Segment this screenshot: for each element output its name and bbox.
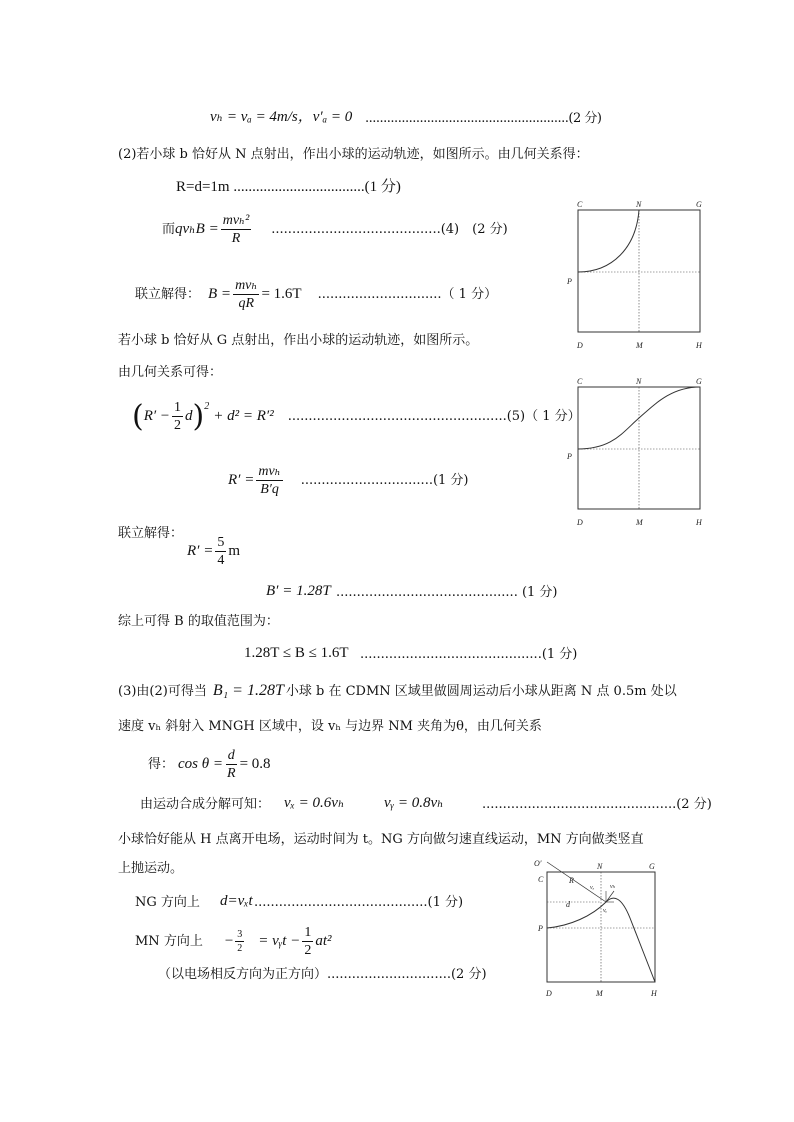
fig3-label-m: M: [596, 989, 603, 998]
fig3-field-trajectory: [606, 898, 655, 982]
eq5-d: d: [185, 408, 193, 425]
eq-b-fraction: [233, 278, 259, 312]
fig3-label-h: H: [651, 989, 657, 998]
fig3-label-vx: vₓ: [590, 885, 595, 891]
eq5-half: [172, 400, 183, 434]
direction-note: （以电场相反方向为正方向）..............................(2 分): [158, 967, 487, 982]
score-dots-1: ........................................................(2 分): [365, 111, 602, 126]
eq-b-solution: [135, 278, 497, 312]
fig2-label-c: C: [577, 377, 583, 386]
eq-b-rhs: = 1.6T: [261, 286, 302, 303]
fig1-label-h: H: [696, 341, 702, 350]
fig1-label-d: D: [577, 341, 583, 350]
figure-n-exit: [562, 198, 712, 353]
eq5-square: 2: [204, 401, 210, 412]
fig2-label-d: D: [577, 518, 583, 527]
eq-cos-rhs: = 0.8: [239, 756, 271, 773]
part3-suffix: 小球 b 在 CDMN 区域里做圆周运动后小球从距离 N 点 0.5m 处以: [285, 683, 677, 699]
eq-cos-num: d: [226, 748, 237, 765]
fig3-label-n: N: [597, 862, 603, 871]
eq-b-dots: ..............................（ 1 分）: [317, 287, 498, 303]
eq-mn-direction: [135, 925, 332, 959]
motion-type-desc: 上抛运动。: [118, 861, 184, 876]
part3-intro: [118, 683, 677, 699]
eq5-rhs: + d² = R′²: [213, 408, 274, 425]
fig3-label-c: C: [538, 875, 544, 884]
mn-half: [302, 925, 313, 959]
eq-rp-sol-prefix: 联立解得：: [118, 526, 184, 541]
fig2-label-h: H: [696, 518, 702, 527]
eq-lorentz-numerator: mvₕ²: [221, 213, 252, 230]
left-paren: (: [132, 398, 144, 434]
eq-b-range: 1.28T ≤ B ≤ 1.6T: [244, 645, 349, 661]
eq-r-equals-d: R=d=1m ...................................(1 分): [176, 179, 401, 195]
mn-neg: −: [224, 933, 234, 950]
eq5-half-den: 2: [174, 418, 182, 434]
mn-frac-num: 3: [237, 929, 243, 941]
fig1-label-c: C: [577, 200, 583, 209]
fig3-label-vb: vₕ: [610, 884, 616, 890]
eq-rp-lhs: R′ =: [228, 472, 255, 489]
fig2-label-m: M: [636, 518, 643, 527]
eq-rp-numerator: mvₕ: [256, 464, 282, 481]
mn-frac: [235, 929, 244, 954]
eq-cos-prefix: 得：: [148, 757, 175, 773]
eq-rp-denominator: B′q: [260, 482, 279, 498]
eq-lorentz-denominator: R: [231, 231, 241, 247]
eq-lorentz-fraction: [221, 213, 252, 247]
eq5-dots: .....................................................(5)（ 1 分）: [287, 409, 581, 425]
ng-direction-label: NG 方向上: [135, 895, 200, 910]
eq-vx: vₓ = 0.6vₕ: [284, 795, 345, 811]
eq-rp-sol-fraction: [215, 535, 226, 569]
eq-b-lhs: B =: [208, 286, 232, 303]
eq-cos-theta: [148, 748, 271, 782]
eq-geometry-5: [132, 400, 581, 434]
eq5-half-num: 1: [172, 400, 183, 417]
fig3-label-vy: vᵧ: [603, 908, 608, 914]
fig1-label-p: P: [567, 277, 572, 286]
eq-rp-fraction: [256, 464, 282, 498]
fig3-label-d-small: d: [566, 900, 570, 909]
fig1-trajectory: [578, 210, 639, 272]
eq-rp-sol-unit: m: [228, 543, 241, 560]
fig2-label-p: P: [567, 452, 572, 461]
fig2-label-n: N: [636, 377, 642, 386]
velocity-decomp-prefix: 由运动合成分解可知：: [140, 797, 271, 812]
fig1-label-n: N: [636, 200, 642, 209]
eq-b-numerator: mvₕ: [233, 278, 259, 295]
eq-cos-fraction: [225, 748, 238, 782]
part2-intro: (2)若小球 b 恰好从 N 点射出，作出小球的运动轨迹，如图所示。由几何关系得：: [118, 147, 589, 162]
fig3-label-r: R: [569, 876, 574, 885]
eq-rp-sol-num: 5: [215, 535, 226, 552]
mn-half-den: 2: [304, 943, 312, 959]
fig3-label-d: D: [546, 989, 552, 998]
eq-rp-dots: ................................(1 分): [300, 473, 469, 489]
geometry-intro: 由几何关系可得：: [118, 365, 223, 380]
mn-frac-den: 2: [237, 943, 243, 955]
eq-rp-solution: [118, 527, 240, 569]
eq-d-vxt: d=vₓt: [220, 893, 253, 909]
eq-cos-den: R: [227, 766, 236, 782]
eq-b-prime: B′ = 1.28T: [266, 583, 331, 599]
mn-rhs1: = vᵧt −: [258, 933, 301, 950]
g-exit-intro: 若小球 b 恰好从 G 点射出，作出小球的运动轨迹，如图所示。: [118, 333, 479, 348]
fig2-label-g: G: [696, 377, 702, 386]
eq-rp-sol-den: 4: [217, 553, 225, 569]
part3-b1: B₁ = 1.28T: [212, 682, 284, 699]
fig1-label-m: M: [636, 341, 643, 350]
range-intro: 综上可得 B 的取值范围为：: [118, 614, 279, 629]
eq-lorentz-prefix: 而: [162, 222, 176, 238]
mn-rhs2: at²: [315, 933, 332, 950]
mn-direction-label: MN 方向上: [135, 934, 203, 950]
eq5-inner: R′ −: [143, 408, 171, 425]
eq-lorentz-dots: .........................................(4) (2 分): [271, 222, 508, 238]
part3-prefix: (3)由(2)可得当: [118, 683, 207, 699]
fig3-label-g: G: [649, 862, 655, 871]
fig3-label-p: P: [538, 924, 543, 933]
eq-lorentz-lhs: qvₕB =: [175, 221, 219, 238]
eq-b-range-dots: ............................................(1 分): [360, 647, 578, 662]
velocity-decomp-dots: ...............................................(2 分): [482, 797, 712, 812]
fig3-arc-trajectory: [547, 902, 606, 928]
eq-r-prime: [228, 464, 469, 498]
eq-vy: vᵧ = 0.8vₕ: [384, 795, 444, 811]
fig3-vb-arrow: [606, 891, 614, 902]
eq-b-prefix: 联立解得：: [135, 287, 201, 303]
fig1-label-g: G: [696, 200, 702, 209]
eq-rp-sol-lhs: R′ =: [187, 543, 214, 560]
eq-b-denominator: qR: [238, 296, 255, 312]
mn-half-num: 1: [302, 925, 313, 942]
figure-g-exit: [562, 375, 712, 530]
eq-b-prime-dots: ............................................ (1 分): [336, 585, 558, 600]
eq-lorentz: [162, 213, 508, 247]
fig3-label-o: O′: [534, 859, 542, 868]
eq-velocities: vₕ = vₐ = 4m/s，v′ₐ = 0: [210, 109, 353, 125]
eq-cos-lhs: cos θ =: [178, 756, 224, 773]
figure-h-exit: [530, 858, 670, 1003]
part3-velocity-desc: 速度 vₕ 斜射入 MNGH 区域中，设 vₕ 与边界 NM 夹角为θ，由几何关系: [118, 719, 542, 734]
right-paren: ): [192, 398, 205, 434]
eq-d-vxt-dots: ..........................................(1 分): [254, 895, 464, 910]
exit-h-desc: 小球恰好能从 H 点离开电场，运动时间为 t。NG 方向做匀速直线运动，MN 方向做类竖直: [118, 832, 644, 847]
